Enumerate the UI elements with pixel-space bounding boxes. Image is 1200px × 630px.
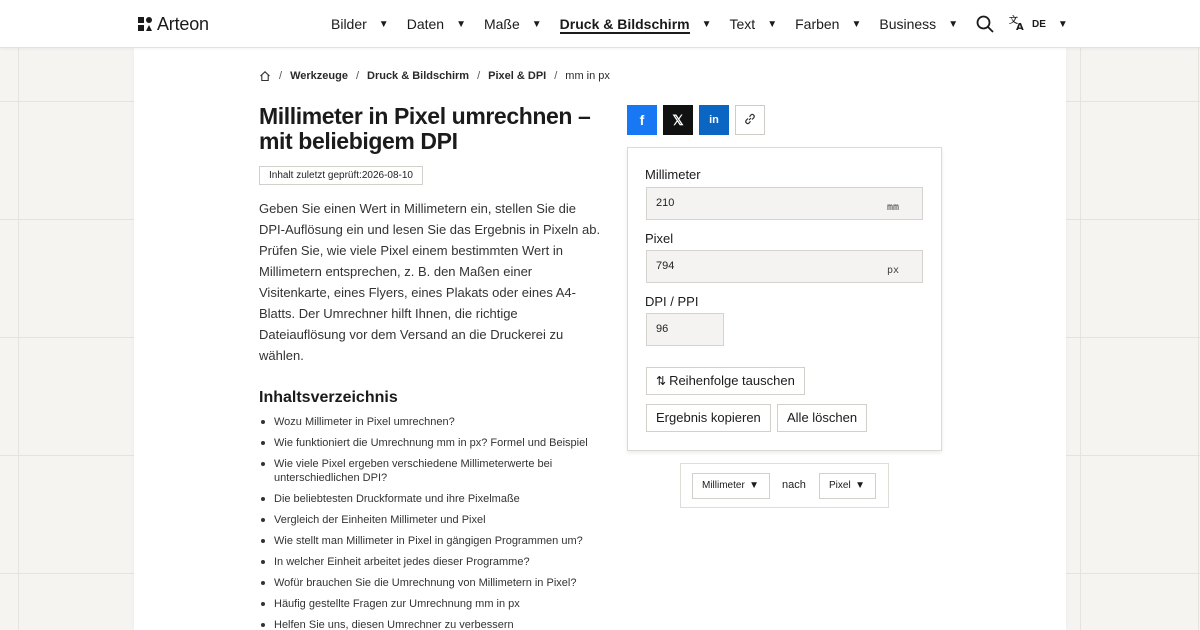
brand-logo[interactable] bbox=[137, 14, 209, 34]
mm-unit: mm bbox=[886, 202, 899, 213]
clear-all-button[interactable] bbox=[777, 404, 867, 432]
link-icon bbox=[743, 112, 757, 129]
mm-value: 210 bbox=[656, 197, 675, 209]
dpi-label: DPI / PPI bbox=[645, 294, 699, 309]
search-icon[interactable] bbox=[976, 15, 994, 33]
intro-paragraph: Geben Sie einen Wert in Millimetern ein, stellen Sie die DPI-Auflösung ein und lesen Sie das Ergebnis in Pixeln ab. Prüfen Sie, wie viele Pixel einem bestimmten Wert in Millimetern entsprechen, z. B. den Maßen einer Visitenkarte, eines Flyers, eines Plakats oder eines A4-Blatts. Der Umrechner hilft Ihnen, die richtige Dateiauflösung vor dem Versand an die Druckerei zu wählen. bbox=[259, 201, 601, 363]
breadcrumb-separator: / bbox=[355, 70, 359, 82]
nav-label: Text bbox=[729, 16, 756, 32]
language-selector[interactable] bbox=[1009, 14, 1068, 34]
translate-icon bbox=[1009, 14, 1026, 34]
share-facebook-button[interactable] bbox=[627, 105, 657, 135]
caret-down-icon: ▼ bbox=[749, 480, 759, 491]
nav-item-bilder[interactable] bbox=[331, 0, 389, 48]
dpi-value: 96 bbox=[656, 323, 669, 335]
share-buttons bbox=[627, 105, 765, 135]
table-of-contents bbox=[259, 415, 604, 630]
mm-label: Millimeter bbox=[645, 167, 701, 182]
facebook-icon: f bbox=[639, 112, 645, 128]
caret-down-icon: ▼ bbox=[531, 18, 542, 30]
toc-item[interactable]: Wie funktioniert die Umrechnung mm in px? Formel und Beispiel bbox=[259, 436, 604, 450]
breadcrumb-pixel-dpi[interactable]: Pixel & DPI bbox=[488, 70, 547, 82]
nav-label: Business bbox=[879, 16, 937, 32]
last-checked-badge: Inhalt zuletzt geprüft:2026-08-10 bbox=[259, 166, 423, 185]
toc-item[interactable]: Wie stellt man Millimeter in Pixel in gängigen Programmen um? bbox=[259, 534, 604, 548]
px-unit: px bbox=[886, 265, 899, 276]
from-unit-value: Millimeter bbox=[702, 480, 745, 491]
nav-item-daten[interactable] bbox=[407, 0, 466, 48]
breadcrumb-separator: / bbox=[279, 70, 283, 82]
top-navigation-bar bbox=[0, 0, 1200, 48]
copy-link-button[interactable] bbox=[735, 105, 765, 135]
caret-down-icon: ▼ bbox=[378, 18, 389, 30]
toc-item[interactable]: Wie viele Pixel ergeben verschiedene Millimeterwerte bei unterschiedlichen DPI? bbox=[259, 457, 604, 485]
toc-item[interactable]: In welcher Einheit arbeitet jedes dieser Programme? bbox=[259, 555, 604, 569]
px-label: Pixel bbox=[645, 231, 674, 246]
caret-down-icon: ▼ bbox=[767, 18, 778, 30]
caret-down-icon: ▼ bbox=[701, 18, 712, 30]
unit-connector: nach bbox=[782, 479, 806, 491]
mm-input[interactable] bbox=[646, 187, 923, 220]
svg-text:文: 文 bbox=[1009, 16, 1019, 26]
nav-item-business[interactable] bbox=[879, 0, 958, 48]
dpi-input[interactable] bbox=[646, 313, 724, 346]
home-icon[interactable] bbox=[259, 70, 271, 82]
caret-down-icon: ▼ bbox=[1057, 18, 1068, 30]
nav-item-farben[interactable] bbox=[795, 0, 861, 48]
to-unit-select[interactable] bbox=[819, 473, 876, 499]
nav-label: Maße bbox=[483, 16, 520, 32]
nav-label: Daten bbox=[406, 16, 445, 32]
toc-item[interactable]: Helfen Sie uns, diesen Umrechner zu verbessern bbox=[259, 618, 604, 630]
main-nav bbox=[331, 0, 976, 48]
breadcrumb-current: mm in px bbox=[565, 70, 610, 82]
page-title: Millimeter in Pixel umrechnen – mit beliebigem DPI bbox=[259, 103, 591, 154]
x-icon: 𝕏 bbox=[672, 111, 684, 128]
swap-label: Reihenfolge tauschen bbox=[669, 373, 795, 388]
toc-item[interactable]: Wofür brauchen Sie die Umrechnung von Millimetern in Pixel? bbox=[259, 576, 604, 590]
share-linkedin-button[interactable] bbox=[699, 105, 729, 135]
clear-label: Alle löschen bbox=[787, 410, 858, 425]
language-code: DE bbox=[1032, 18, 1046, 30]
brand-name: Arteon bbox=[157, 13, 209, 34]
nav-label: Druck & Bildschirm bbox=[559, 16, 690, 32]
caret-down-icon: ▼ bbox=[456, 18, 466, 30]
linkedin-icon: in bbox=[709, 114, 719, 126]
px-input[interactable] bbox=[646, 250, 923, 283]
breadcrumb-separator: / bbox=[477, 70, 481, 82]
toc-item[interactable]: Vergleich der Einheiten Millimeter und Pixel bbox=[259, 513, 604, 527]
nav-item-text[interactable] bbox=[730, 0, 778, 48]
toc-item[interactable]: Die beliebtesten Druckformate und ihre Pixelmaße bbox=[259, 492, 604, 506]
breadcrumb-werkzeuge[interactable]: Werkzeuge bbox=[290, 70, 348, 82]
nav-item-druck-bildschirm[interactable] bbox=[560, 0, 712, 48]
swap-order-button[interactable] bbox=[646, 367, 805, 395]
toc-item[interactable]: Häufig gestellte Fragen zur Umrechnung mm in px bbox=[259, 597, 604, 611]
copy-result-button[interactable] bbox=[646, 404, 771, 432]
breadcrumb bbox=[259, 68, 610, 84]
nav-label: Farben bbox=[795, 16, 840, 32]
breadcrumb-separator: / bbox=[554, 70, 558, 82]
px-value: 794 bbox=[656, 260, 675, 272]
share-x-button[interactable] bbox=[663, 105, 693, 135]
copy-label: Ergebnis kopieren bbox=[656, 410, 761, 425]
from-unit-select[interactable] bbox=[692, 473, 770, 499]
to-unit-value: Pixel bbox=[829, 480, 851, 491]
breadcrumb-druck-bildschirm[interactable]: Druck & Bildschirm bbox=[367, 70, 470, 82]
toc-item[interactable]: Wozu Millimeter in Pixel umrechnen? bbox=[259, 415, 604, 429]
nav-item-masse[interactable] bbox=[484, 0, 542, 48]
logo-icon bbox=[137, 16, 153, 32]
caret-down-icon: ▼ bbox=[851, 18, 862, 30]
nav-label: Bilder bbox=[331, 16, 367, 32]
caret-down-icon: ▼ bbox=[948, 18, 959, 30]
swap-icon: ⇅ bbox=[656, 374, 667, 388]
caret-down-icon: ▼ bbox=[855, 480, 865, 491]
svg-text:A: A bbox=[1016, 22, 1024, 31]
toc-title: Inhaltsverzeichnis bbox=[259, 389, 398, 406]
